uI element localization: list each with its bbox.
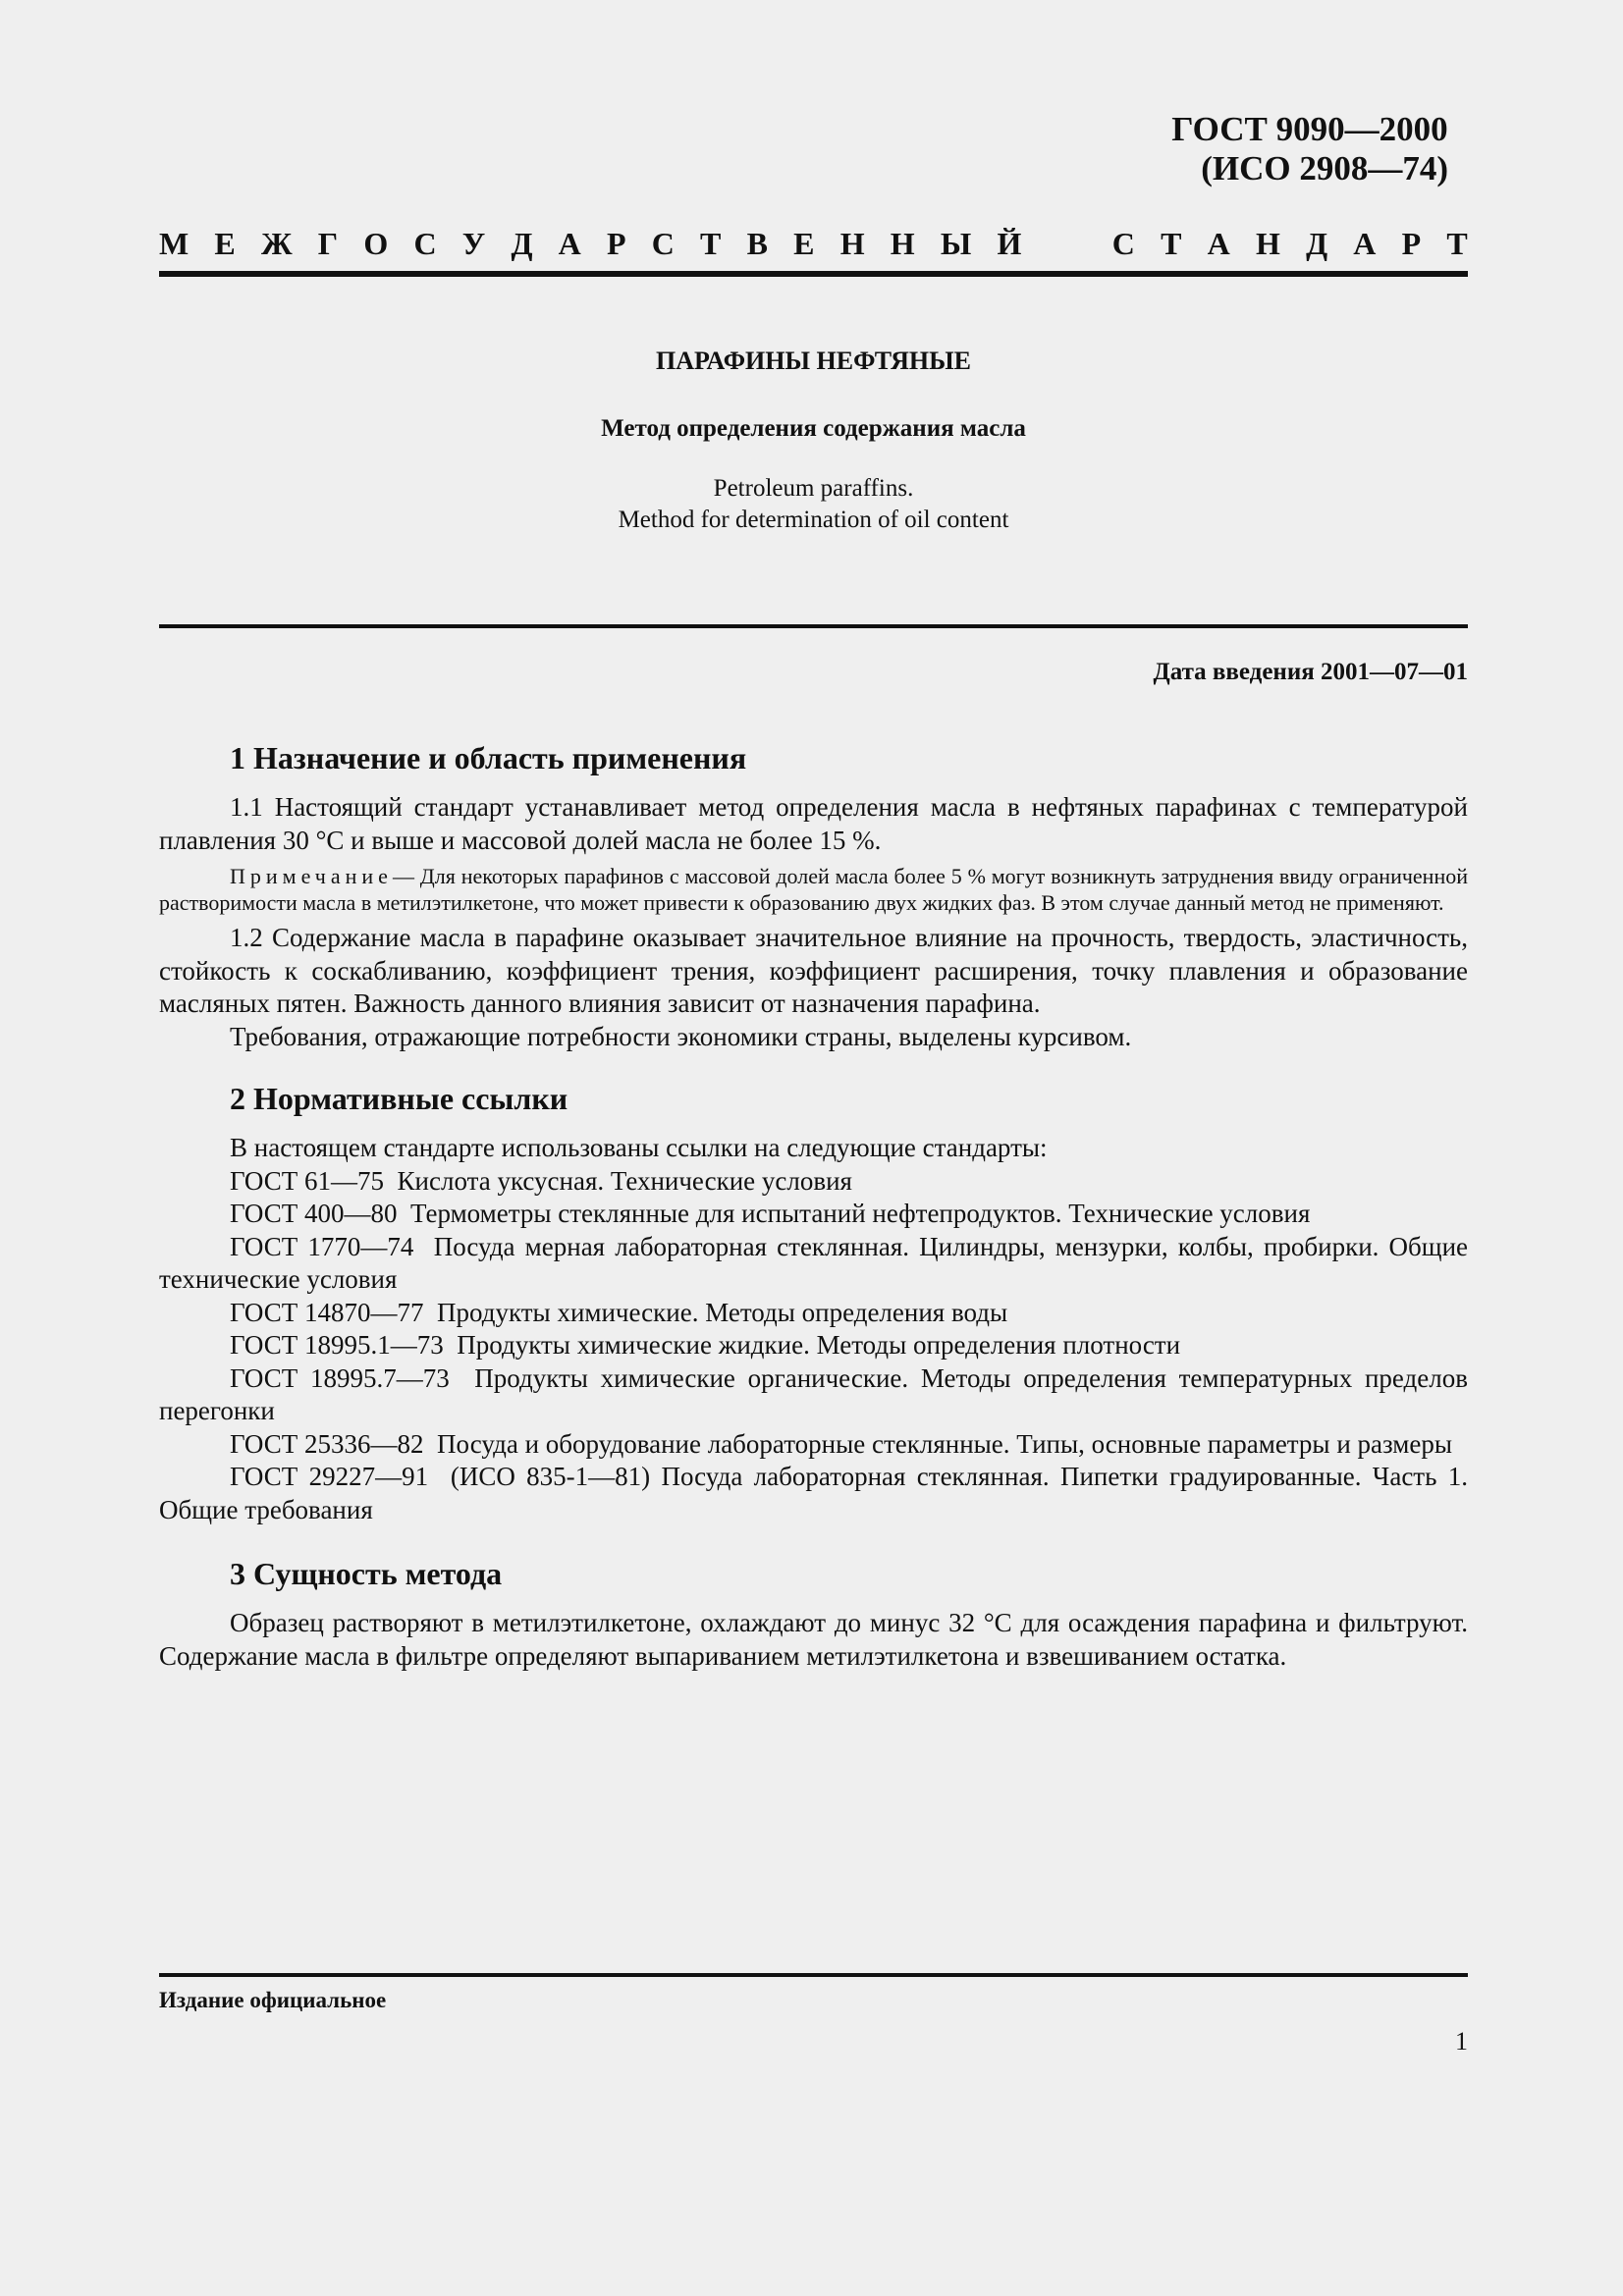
intro-date: Дата введения 2001—07—01 xyxy=(1153,659,1468,685)
section-1-heading: 1 Назначение и область применения xyxy=(230,740,747,775)
standard-type-word2-letter: А xyxy=(1207,226,1230,261)
reference-text: Посуда мерная лабораторная стеклянная. Цилиндры, мензурки, колбы, пробирки. Общие технические условия xyxy=(159,1231,1468,1294)
header-rule xyxy=(159,271,1468,277)
standard-type-word1-letter: Г xyxy=(317,226,339,261)
standard-type-word1-letter: Т xyxy=(700,226,722,261)
reference-text: (ИСО 835-1—81) Посуда лабораторная стеклянная. Пипетки градуированные. Часть 1. Общие требования xyxy=(159,1462,1469,1524)
standard-type-word1-letter: У xyxy=(461,226,486,261)
section-2 xyxy=(159,1079,1468,1526)
standard-type-word2-letter: Н xyxy=(1255,226,1280,261)
paragraph-1-1: 1.1 Настоящий стандарт устанавливает метод определения масла в нефтяных парафинах с температурой плавления 30 °С и выше и массовой долей масла не более 15 %. xyxy=(159,792,1468,855)
reference-code: ГОСТ 25336—82 xyxy=(230,1428,424,1459)
reference-code: ГОСТ 18995.7—73 xyxy=(230,1362,450,1393)
reference-text: Продукты химические. Методы определения воды xyxy=(437,1297,1008,1327)
document-page xyxy=(159,0,1468,2296)
english-title xyxy=(159,473,1468,536)
title-rule xyxy=(159,624,1468,628)
paragraph-1-2: 1.2 Содержание масла в парафине оказывает значительное влияние на прочность, твердость, эластичность, стойкость к соскабливанию, коэффициент трения, коэффициент расширения, точку плавления и образование масляных пятен. Важность данного влияния зависит от назначения парафина. xyxy=(159,923,1468,1018)
standard-type-word2-letter: А xyxy=(1353,226,1377,261)
english-title-line2: Method for determination of oil content xyxy=(618,507,1009,533)
paragraph-1-3: Требования, отражающие потребности экономики страны, выделены курсивом. xyxy=(230,1021,1132,1051)
document-subtitle: Метод определения содержания масла xyxy=(601,415,1026,442)
english-title-line1: Petroleum paraffins. xyxy=(713,475,914,502)
section-3 xyxy=(159,1554,1468,1673)
document-body xyxy=(159,738,1468,1698)
standard-type-word1-letter: Ы xyxy=(940,226,972,261)
note xyxy=(159,863,1468,916)
reference-text: Продукты химические жидкие. Методы определения плотности xyxy=(457,1330,1181,1360)
references-list xyxy=(159,1165,1468,1527)
standard-type-word1-letter: С xyxy=(413,226,437,261)
gost-code: ГОСТ 9090—2000 xyxy=(1171,110,1448,148)
reference-code: ГОСТ 29227—91 xyxy=(230,1462,429,1491)
section-3-heading: 3 Сущность метода xyxy=(230,1556,503,1591)
reference-text: Кислота уксусная. Технические условия xyxy=(397,1165,852,1196)
standard-type-word1-letter: Й xyxy=(997,226,1022,261)
standard-type-word1-letter: Н xyxy=(890,226,915,261)
document-title: ПАРАФИНЫ НЕФТЯНЫЕ xyxy=(656,347,971,375)
references-intro: В настоящем стандарте использованы ссылки на следующие стандарты: xyxy=(230,1133,1048,1162)
standard-type-word1-letter: М xyxy=(159,226,189,261)
reference-code: ГОСТ 1770—74 xyxy=(230,1231,414,1261)
reference-item xyxy=(159,1231,1468,1297)
standard-type-word1-letter: О xyxy=(363,226,389,261)
standard-type-word1-letter: Д xyxy=(511,226,533,261)
reference-item xyxy=(159,1362,1468,1428)
note-text: — Для некоторых парафинов с массовой долей масла более 5 % могут возникнуть затруднения ввиду ограниченной растворимости масла в метилэтилкетоне, что может привести к образованию двух жидких фаз. В этом случае данный метод не применяют. xyxy=(159,864,1468,915)
reference-code: ГОСТ 61—75 xyxy=(230,1165,385,1196)
reference-item xyxy=(159,1428,1468,1462)
reference-item xyxy=(159,1297,1468,1330)
standard-type-word2-letter: Д xyxy=(1306,226,1328,261)
standard-type-word1-letter: А xyxy=(558,226,581,261)
edition-label: Издание официальное xyxy=(159,1988,387,2012)
standard-type-word1-letter: Е xyxy=(793,226,815,261)
reference-item xyxy=(159,1329,1468,1362)
reference-item xyxy=(159,1461,1468,1526)
iso-code: (ИСО 2908—74) xyxy=(1201,149,1448,187)
reference-code: ГОСТ 400—80 xyxy=(230,1199,398,1228)
reference-text: Продукты химические органические. Методы определения температурных пределов перегонки xyxy=(159,1362,1468,1425)
note-label: Примечание xyxy=(230,864,393,888)
word-gap xyxy=(1048,224,1087,263)
reference-text: Посуда и оборудование лабораторные стеклянные. Типы, основные параметры и размеры xyxy=(437,1428,1452,1459)
standard-type-word1-letter: Н xyxy=(839,226,865,261)
paragraph-3-1: Образец растворяют в метилэтилкетоне, охлаждают до минус 32 °С для осаждения парафина и фильтруют. Содержание масла в фильтре определяют выпариванием метилэтилкетона и взвешиванием остатка. xyxy=(159,1608,1468,1671)
reference-code: ГОСТ 18995.1—73 xyxy=(230,1330,444,1360)
standard-type-word1-letter: Ж xyxy=(260,226,293,261)
standard-type xyxy=(159,224,1468,263)
standard-type-word1-letter: Р xyxy=(606,226,626,261)
standard-type-word2-letter: Т xyxy=(1161,226,1182,261)
document-code xyxy=(1171,110,1448,188)
page-number: 1 xyxy=(1455,2027,1468,2056)
standard-type-word2-letter: Р xyxy=(1401,226,1422,261)
reference-item xyxy=(159,1165,1468,1199)
standard-type-word2-letter: С xyxy=(1111,226,1135,261)
footer-rule xyxy=(159,1973,1468,1977)
standard-type-word1-letter: С xyxy=(651,226,675,261)
section-2-heading: 2 Нормативные ссылки xyxy=(230,1081,568,1116)
standard-type-word2-letter: Т xyxy=(1446,226,1468,261)
section-1 xyxy=(159,738,1468,1053)
standard-type-word1-letter: В xyxy=(746,226,768,261)
reference-code: ГОСТ 14870—77 xyxy=(230,1297,424,1327)
reference-item xyxy=(159,1198,1468,1231)
standard-type-word1-letter: Е xyxy=(214,226,236,261)
reference-text: Термометры стеклянные для испытаний нефтепродуктов. Технические условия xyxy=(410,1199,1311,1228)
